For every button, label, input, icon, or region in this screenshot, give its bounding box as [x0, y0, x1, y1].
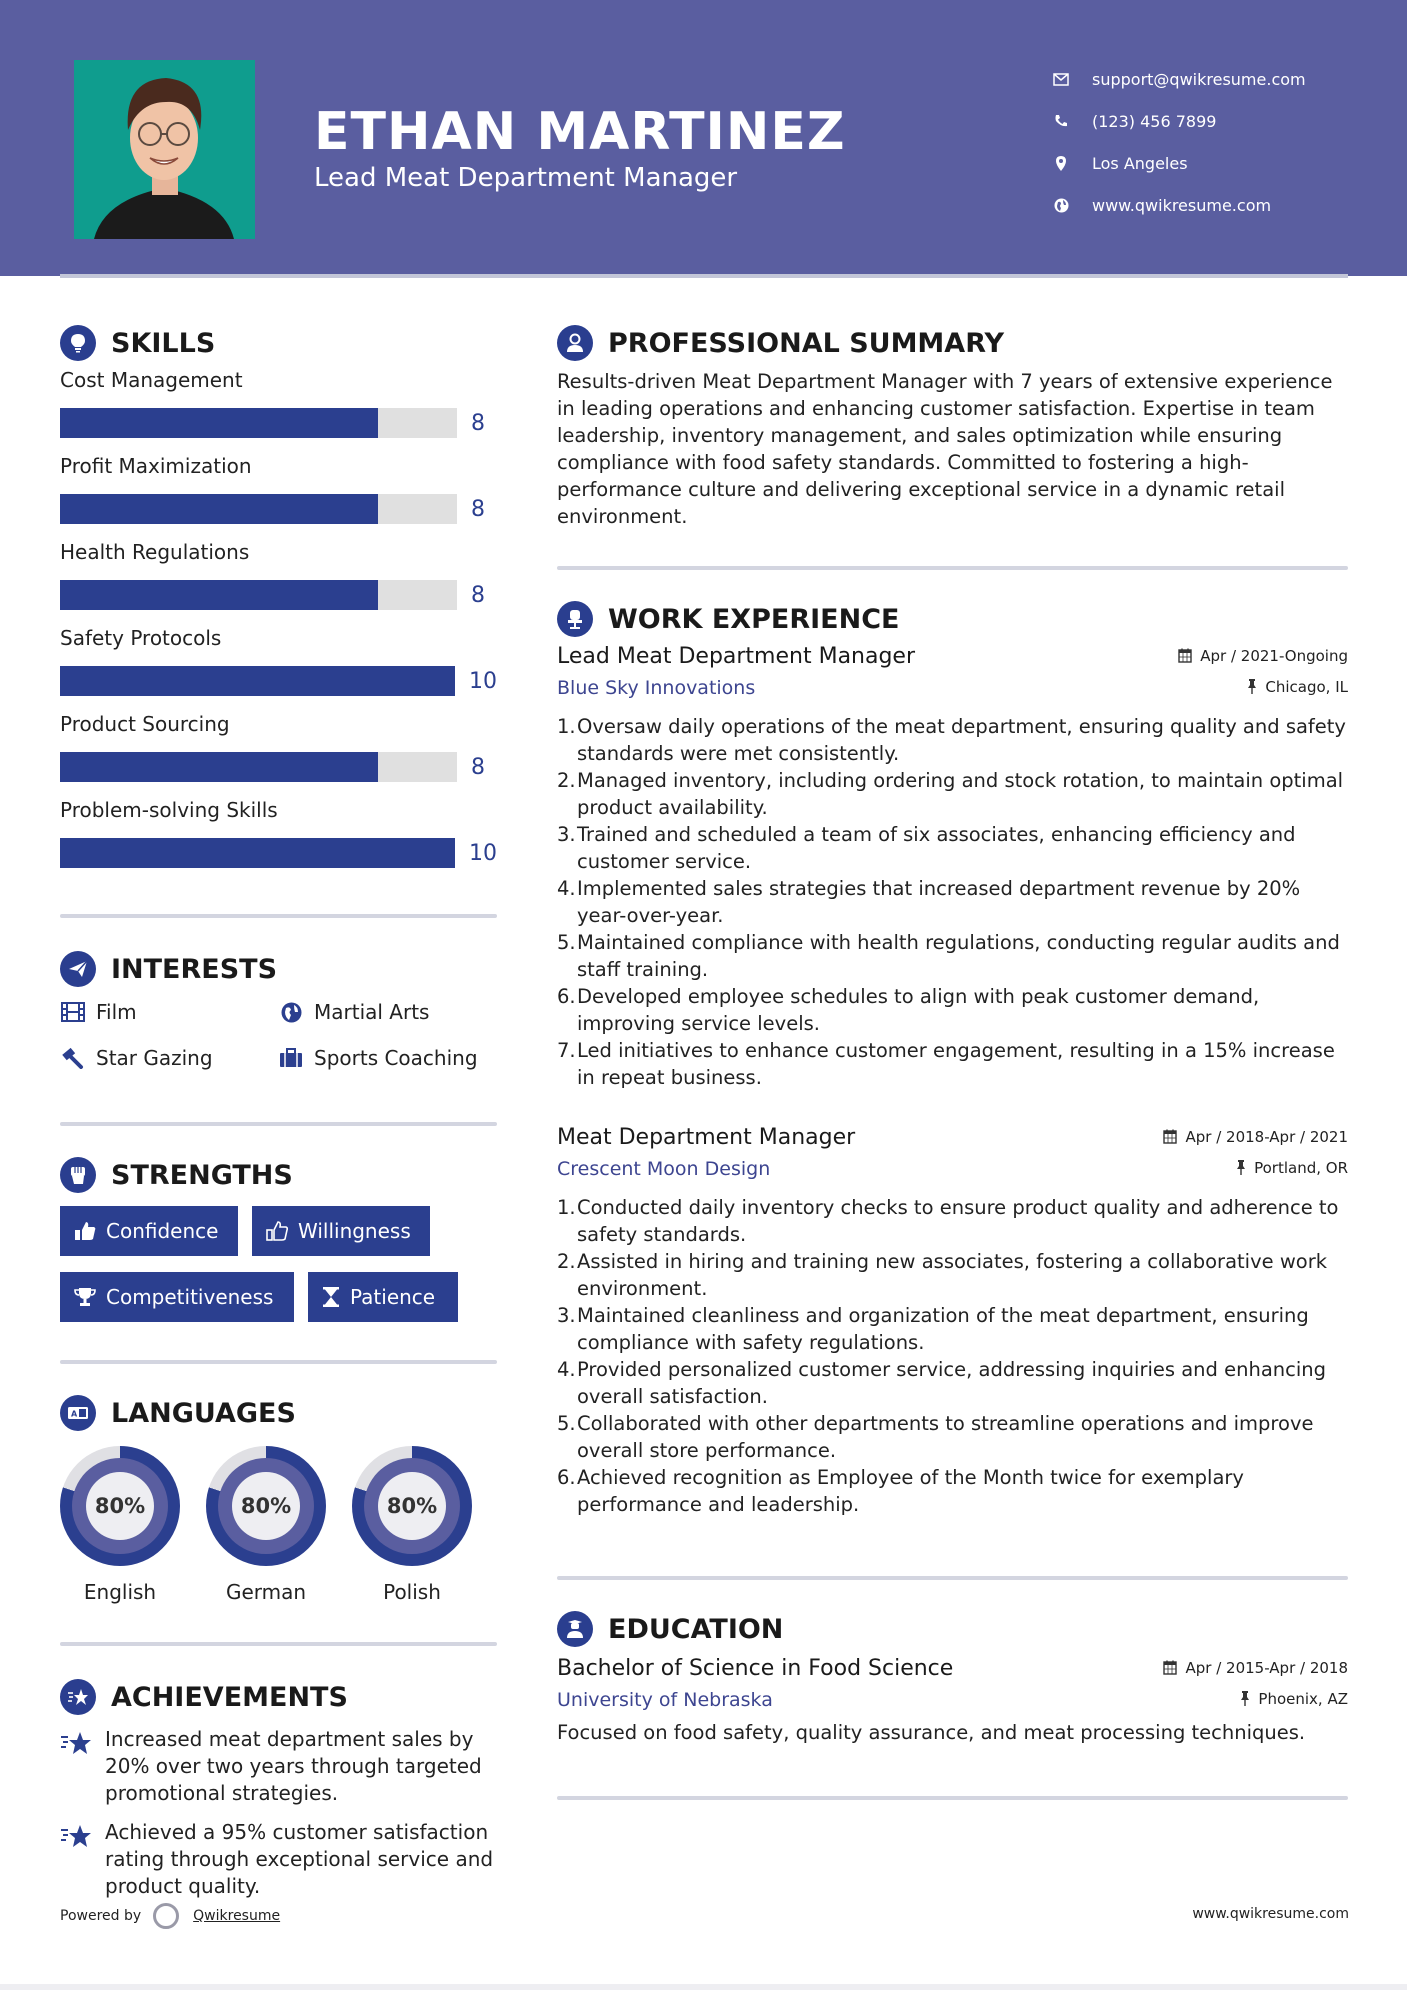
company-name: Crescent Moon Design	[557, 1158, 771, 1180]
contact-list	[1050, 58, 1306, 226]
left-column	[60, 322, 497, 1900]
achievement-item	[60, 1726, 497, 1807]
education-location-text: Phoenix, AZ	[1258, 1689, 1348, 1708]
interests-heading: INTERESTS	[111, 953, 278, 985]
achievement-text: Increased meat department sales by 20% over two years through targeted promotional strategies.	[105, 1727, 482, 1805]
strengths-heading: STRENGTHS	[111, 1159, 293, 1191]
map-marker-icon	[1050, 156, 1072, 171]
education-heading: EDUCATION	[608, 1613, 784, 1645]
graduate-icon	[557, 1611, 593, 1647]
globe-icon	[278, 1002, 304, 1023]
duty-item: 1. Oversaw daily operations of the meat department, ensuring quality and safety standards were met consistently.	[557, 715, 1346, 765]
strength-label: Competitiveness	[106, 1285, 274, 1309]
duty-item: 6. Achieved recognition as Employee of the Month twice for exemplary performance and leadership.	[557, 1466, 1244, 1516]
achievements-heading: ACHIEVEMENTS	[111, 1681, 348, 1713]
language-item	[352, 1446, 472, 1604]
svg-text:A: A	[71, 1409, 78, 1419]
contact-email-text: support@qwikresume.com	[1092, 69, 1306, 89]
fist-icon	[60, 1157, 96, 1193]
education-description: Focused on food safety, quality assurance, and meat processing techniques.	[557, 1721, 1306, 1744]
duty-item: 4. Provided personalized customer service, addressing inquiries and enhancing overall satisfaction.	[557, 1358, 1327, 1408]
interests-section	[60, 948, 497, 1076]
calendar-icon	[1178, 648, 1192, 663]
job-dates-text: Apr / 2018-Apr / 2021	[1185, 1127, 1348, 1146]
achievement-item	[60, 1819, 497, 1900]
education-entry	[557, 1656, 1348, 1746]
skill-name: Problem-solving Skills	[60, 798, 278, 822]
interest-item	[278, 994, 496, 1030]
shooting-star-icon	[60, 1679, 96, 1715]
duties-list	[557, 713, 1348, 1091]
section-divider	[60, 1122, 497, 1126]
briefcase-icon	[278, 1048, 304, 1068]
strength-tag	[60, 1272, 294, 1322]
skill-bar	[60, 838, 455, 868]
job-dates-text: Apr / 2021-Ongoing	[1200, 646, 1348, 665]
language-name: English	[83, 1580, 157, 1604]
job-location	[1247, 678, 1348, 696]
strength-tag	[308, 1272, 458, 1322]
language-progress-ring	[60, 1446, 180, 1566]
section-divider	[557, 1576, 1348, 1580]
paper-plane-icon	[60, 951, 96, 987]
thumbs-up-solid-icon	[74, 1221, 96, 1241]
language-name: German	[225, 1580, 307, 1604]
header-divider	[60, 274, 1348, 278]
skill-name: Health Regulations	[60, 540, 250, 564]
contact-website[interactable]	[1050, 184, 1306, 226]
interest-label: Martial Arts	[314, 1000, 430, 1024]
job-location-text: Chicago, IL	[1265, 677, 1348, 696]
job-location	[1236, 1159, 1348, 1177]
language-name: Polish	[383, 1580, 441, 1604]
interest-label: Star Gazing	[96, 1046, 213, 1070]
duty-item: 3. Trained and scheduled a team of six associates, enhancing efficiency and customer service.	[557, 823, 1296, 873]
skill-item	[60, 450, 497, 536]
skill-bar	[60, 752, 457, 782]
shooting-star-icon	[60, 1819, 105, 1900]
powered-by-text: Powered by	[60, 1908, 142, 1924]
trophy-icon	[74, 1287, 96, 1307]
contact-email[interactable]	[1050, 58, 1306, 100]
interest-item	[278, 1040, 496, 1076]
interest-item	[60, 994, 278, 1030]
footer-site[interactable]: www.qwikresume.com	[1192, 1906, 1349, 1922]
skill-bar	[60, 408, 457, 438]
duty-item: 2. Assisted in hiring and training new associates, fostering a collaborative work environment.	[557, 1250, 1328, 1300]
contact-location-text: Los Angeles	[1092, 153, 1188, 173]
language-percent: 80%	[86, 1472, 154, 1540]
duty-item: 6. Developed employee schedules to align with peak customer demand, improving service levels.	[557, 985, 1260, 1035]
languages-section	[60, 1392, 497, 1604]
qwikresume-logo-icon	[153, 1903, 179, 1929]
strength-label: Patience	[350, 1285, 436, 1309]
education-section	[557, 1608, 1348, 1746]
skills-section	[60, 322, 497, 880]
contact-location	[1050, 142, 1306, 184]
skill-item	[60, 794, 497, 880]
strength-label: Confidence	[106, 1219, 219, 1243]
skill-value: 10	[469, 840, 497, 866]
skill-bar	[60, 666, 455, 696]
candidate-name: ETHAN MARTINEZ	[314, 102, 846, 162]
job-dates	[1163, 1128, 1348, 1146]
thumbs-up-outline-icon	[266, 1221, 288, 1241]
skill-item	[60, 364, 497, 450]
shooting-star-icon	[60, 1726, 105, 1807]
job-dates	[1178, 647, 1348, 665]
duty-item: 5. Maintained compliance with health regulations, conducting regular audits and staff training.	[557, 931, 1340, 981]
duty-item: 5. Collaborated with other departments to streamline operations and improve overall store performance.	[557, 1412, 1314, 1462]
calendar-icon	[1163, 1129, 1177, 1144]
job-location-text: Portland, OR	[1254, 1158, 1348, 1177]
resume-header	[0, 0, 1407, 276]
duty-item: 3. Maintained cleanliness and organization of the meat department, ensuring compliance with safety regulations.	[557, 1304, 1309, 1354]
interest-label: Film	[96, 1000, 137, 1024]
summary-text: Results-driven Meat Department Manager with 7 years of extensive experience in leading operations and enhancing customer satisfaction. Expertise in team leadership, inventory management, and sales optimization while ensuring compliance with food safety standards. Committed to fostering a high-performance culture and delivering exceptional service in a dynamic retail environment.	[557, 370, 1333, 528]
interest-label: Sports Coaching	[314, 1046, 478, 1070]
language-percent: 80%	[232, 1472, 300, 1540]
skill-name: Product Sourcing	[60, 712, 230, 736]
summary-section	[557, 322, 1348, 530]
skill-item	[60, 622, 497, 708]
office-chair-icon	[557, 601, 593, 637]
footer-powered-by	[60, 1903, 280, 1929]
strength-tag	[252, 1206, 430, 1256]
summary-heading: PROFESSIONAL SUMMARY	[608, 327, 1005, 359]
duties-list	[557, 1194, 1348, 1518]
skill-name: Cost Management	[60, 368, 243, 392]
film-icon	[60, 1002, 86, 1022]
skill-value: 8	[471, 410, 485, 436]
education-dates	[1163, 1659, 1348, 1677]
strength-tag	[60, 1206, 238, 1256]
strength-label: Willingness	[298, 1219, 411, 1243]
job-entry	[557, 1125, 1348, 1518]
contact-phone[interactable]	[1050, 100, 1306, 142]
achievements-section	[60, 1676, 497, 1900]
section-divider	[60, 914, 497, 918]
lightbulb-icon	[60, 325, 96, 361]
gavel-icon	[60, 1047, 86, 1069]
skill-value: 8	[471, 754, 485, 780]
section-divider	[557, 1796, 1348, 1800]
language-progress-ring	[206, 1446, 326, 1566]
skill-bar	[60, 580, 457, 610]
user-icon	[557, 325, 593, 361]
language-translate-icon	[60, 1395, 96, 1431]
globe-icon	[1050, 198, 1072, 213]
company-name: Blue Sky Innovations	[557, 677, 756, 699]
calendar-icon	[1163, 1660, 1177, 1675]
duty-item: 1. Conducted daily inventory checks to ensure product quality and adherence to safety standards.	[557, 1196, 1339, 1246]
language-progress-ring	[352, 1446, 472, 1566]
skill-name: Safety Protocols	[60, 626, 222, 650]
envelope-icon	[1050, 73, 1072, 86]
job-title: Lead Meat Department Manager	[557, 644, 916, 669]
duty-item: 4. Implemented sales strategies that increased department revenue by 20% year-over-year.	[557, 877, 1301, 927]
skill-value: 8	[471, 582, 485, 608]
school-name: University of Nebraska	[557, 1689, 773, 1711]
page-bottom-edge	[0, 1984, 1407, 1990]
section-divider	[557, 566, 1348, 570]
hourglass-icon	[322, 1286, 340, 1308]
duty-item: 2. Managed inventory, including ordering and stock rotation, to maintain optimal product availability.	[557, 769, 1344, 819]
pushpin-icon	[1236, 1160, 1246, 1175]
interest-item	[60, 1040, 278, 1076]
job-entry	[557, 644, 1348, 1091]
skills-heading: SKILLS	[111, 327, 216, 359]
strengths-section	[60, 1154, 497, 1322]
skill-item	[60, 708, 497, 794]
candidate-title: Lead Meat Department Manager	[314, 163, 738, 193]
language-item	[60, 1446, 180, 1604]
language-percent: 80%	[378, 1472, 446, 1540]
job-title: Meat Department Manager	[557, 1125, 856, 1150]
section-divider	[60, 1360, 497, 1364]
skill-value: 8	[471, 496, 485, 522]
experience-section	[557, 598, 1348, 1518]
duty-item: 7. Led initiatives to enhance customer engagement, resulting in a 15% increase in repeat business.	[557, 1039, 1335, 1089]
phone-icon	[1050, 114, 1072, 128]
pushpin-icon	[1247, 679, 1257, 694]
profile-photo	[74, 60, 255, 239]
section-divider	[60, 1642, 497, 1646]
contact-phone-text: (123) 456 7899	[1092, 111, 1217, 131]
skill-value: 10	[469, 668, 497, 694]
skill-name: Profit Maximization	[60, 454, 252, 478]
qwikresume-link[interactable]: Qwikresume	[193, 1908, 281, 1924]
pushpin-icon	[1240, 1691, 1250, 1706]
achievement-text: Achieved a 95% customer satisfaction rating through exceptional service and product quality.	[105, 1820, 494, 1898]
right-column	[557, 322, 1348, 1800]
skill-item	[60, 536, 497, 622]
education-dates-text: Apr / 2015-Apr / 2018	[1185, 1658, 1348, 1677]
languages-heading: LANGUAGES	[111, 1397, 296, 1429]
experience-heading: WORK EXPERIENCE	[608, 603, 900, 635]
degree-title: Bachelor of Science in Food Science	[557, 1656, 954, 1681]
language-item	[206, 1446, 326, 1604]
skill-bar	[60, 494, 457, 524]
education-location	[1240, 1690, 1348, 1708]
contact-website-text: www.qwikresume.com	[1092, 195, 1272, 215]
